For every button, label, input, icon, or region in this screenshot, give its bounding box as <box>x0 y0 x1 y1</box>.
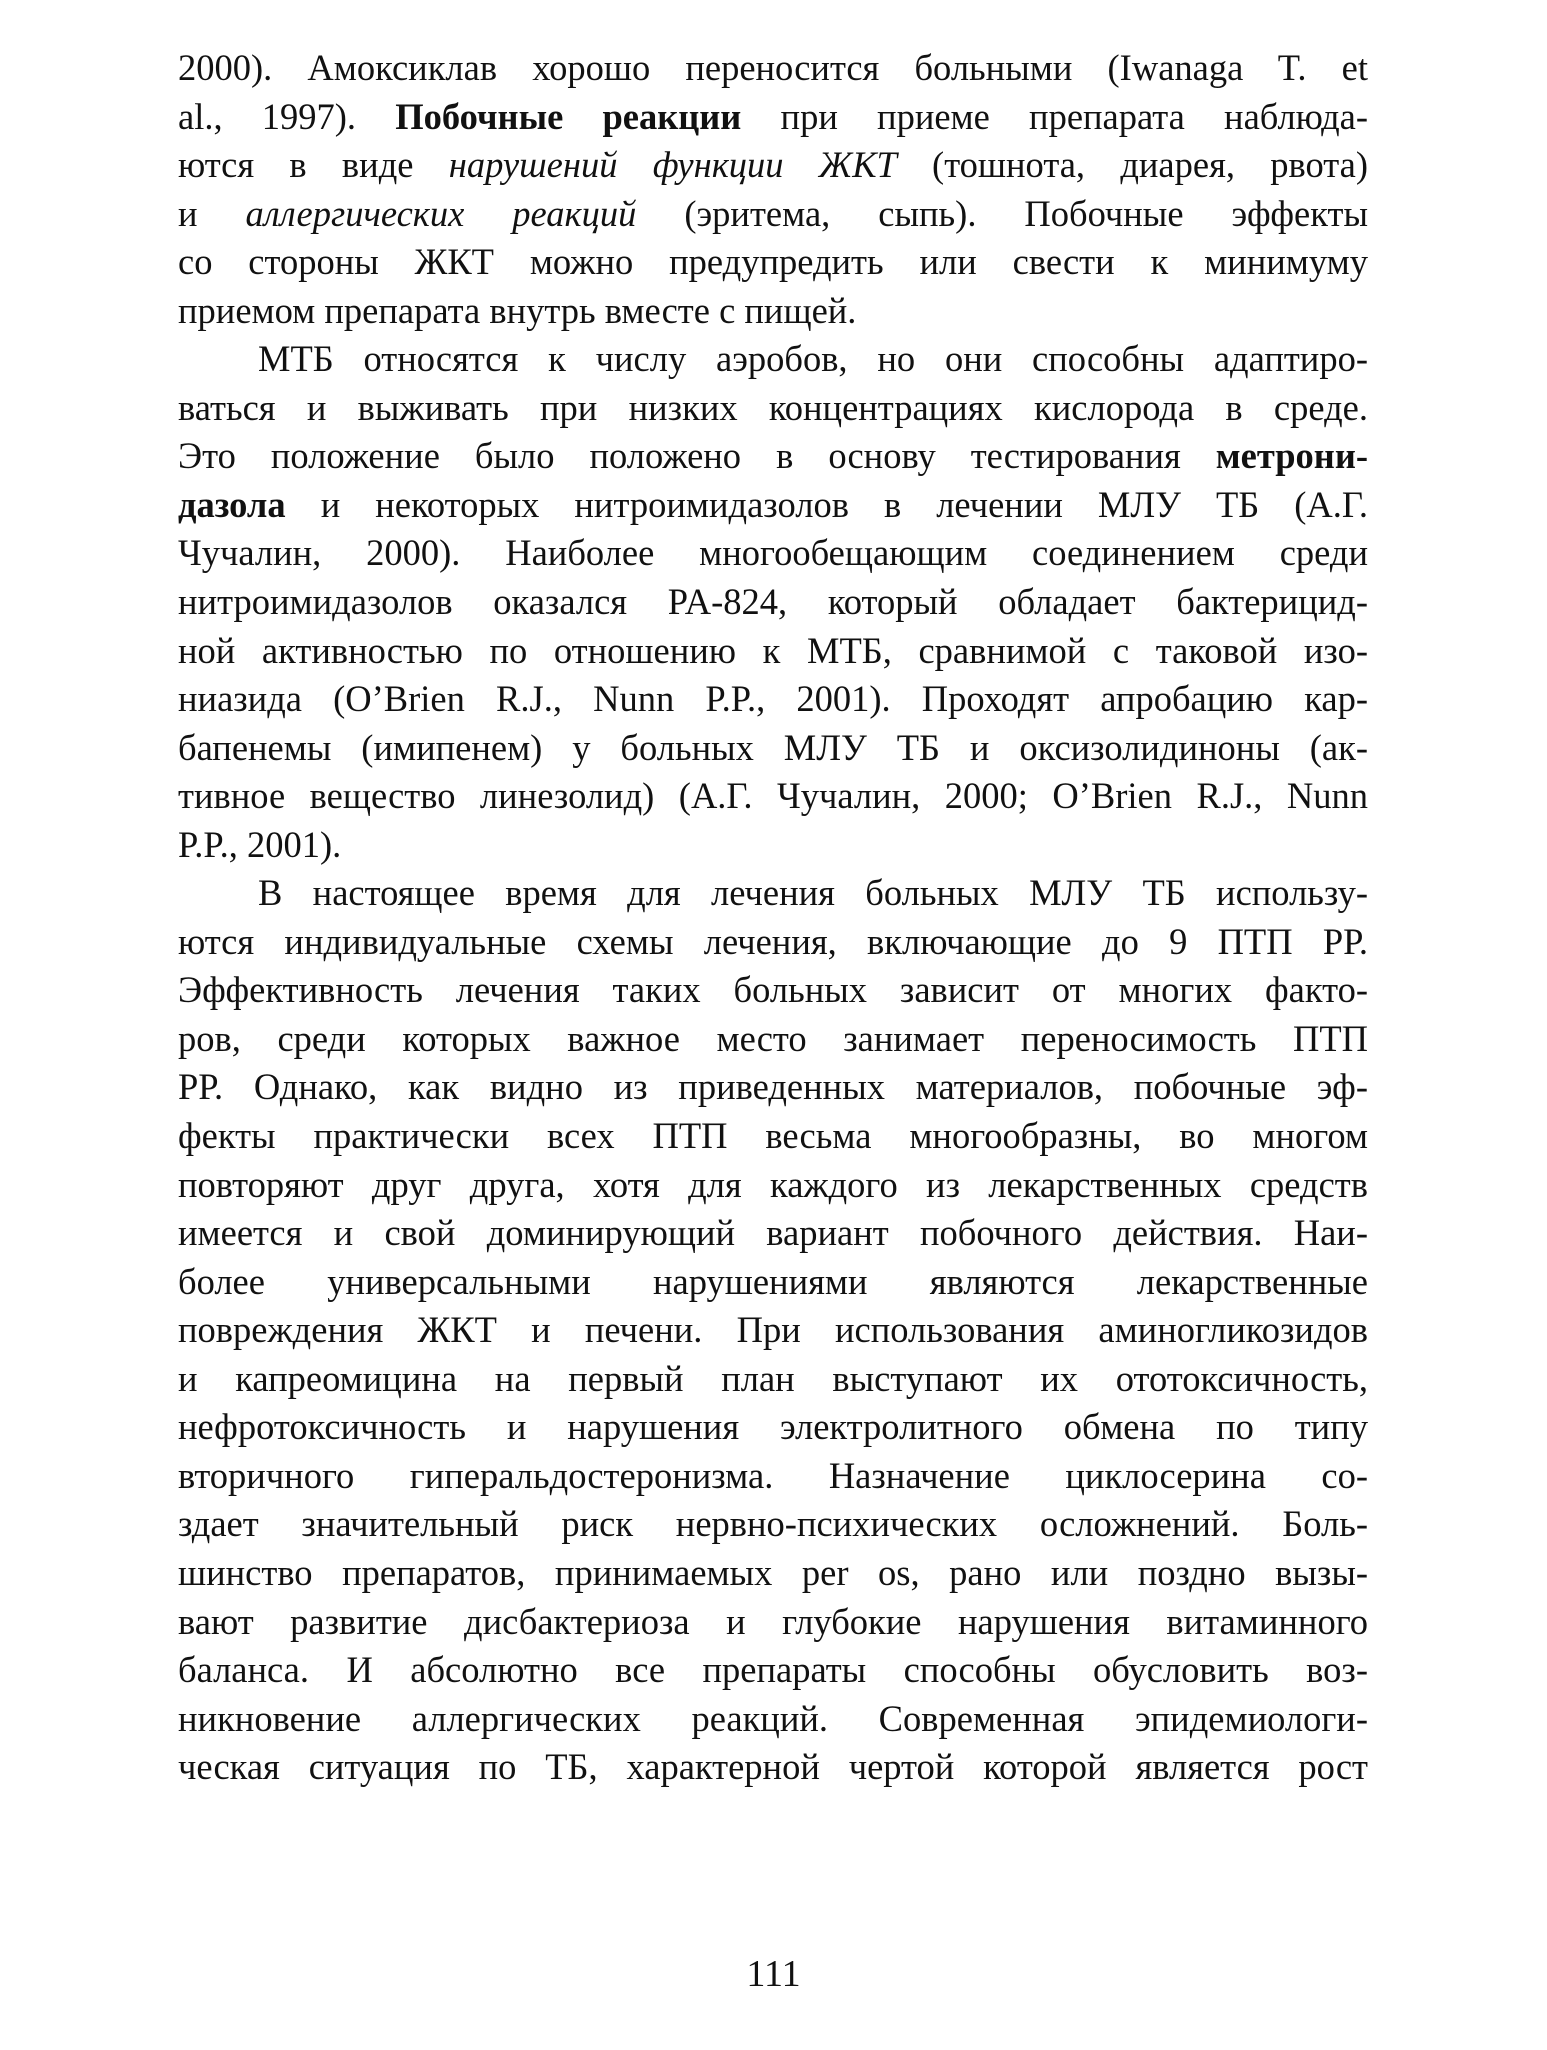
italic-text: аллергических реакций <box>245 192 637 234</box>
text-line <box>178 93 1368 142</box>
text-line <box>178 1063 1368 1112</box>
bold-text: метрони- <box>1215 435 1368 477</box>
text-run: МТБ относятся к числу аэробов, но они способны адаптиро- <box>258 338 1368 380</box>
text-run: ров, среди которых важное место занимает переносимость ПТП <box>178 1017 1368 1059</box>
text-run: нефротоксичность и нарушения электролитного обмена по типу <box>178 1406 1368 1448</box>
bold-text: Побочные реакции <box>395 95 742 137</box>
text-run: P.P., 2001). <box>178 823 342 865</box>
text-line <box>178 918 1368 967</box>
text-line <box>178 1695 1368 1744</box>
text-run: фекты практически всех ПТП весьма многообразны, во многом <box>178 1115 1368 1157</box>
paragraph <box>178 335 1368 869</box>
text-line <box>178 481 1368 530</box>
text-line <box>178 675 1368 724</box>
text-line <box>178 869 1368 918</box>
text-line <box>178 238 1368 287</box>
text-run: ниазида (O’Brien R.J., Nunn P.P., 2001). Проходят апробацию кар- <box>178 678 1368 720</box>
text-run: ются в виде <box>178 144 449 186</box>
text-line <box>178 1112 1368 1161</box>
text-line <box>178 287 1368 336</box>
text-run: (эритема, сыпь). Побочные эффекты <box>636 192 1368 234</box>
text-run: имеется и свой доминирующий вариант побочного действия. Наи- <box>178 1212 1368 1254</box>
text-run: В настоящее время для лечения больных МЛУ ТБ использу- <box>258 872 1368 914</box>
text-run: Это положение было положено в основу тестирования <box>178 435 1216 477</box>
text-run: ваться и выживать при низких концентрациях кислорода в среде. <box>178 386 1368 428</box>
text-line <box>178 724 1368 773</box>
text-run: и некоторых нитроимидазолов в лечении МЛУ ТБ (А.Г. <box>285 483 1368 525</box>
text-line <box>178 1355 1368 1404</box>
text-run: Эффективность лечения таких больных зависит от многих факто- <box>178 969 1368 1011</box>
text-line <box>178 1549 1368 1598</box>
text-run: вторичного гиперальдостеронизма. Назначение циклосерина со- <box>178 1454 1368 1496</box>
text-line <box>178 1306 1368 1355</box>
paragraph <box>178 869 1368 1791</box>
text-line <box>178 1500 1368 1549</box>
text-run: со стороны ЖКТ можно предупредить или свести к минимуму <box>178 241 1368 283</box>
text-line <box>178 529 1368 578</box>
text-run: и <box>178 192 246 234</box>
text-run: повторяют друг друга, хотя для каждого из лекарственных средств <box>178 1163 1368 1205</box>
text-run: нитроимидазолов оказался PA-824, который обладает бактерицид- <box>178 581 1368 623</box>
paragraph <box>178 44 1368 335</box>
text-run: и капреомицина на первый план выступают их ототоксичность, <box>178 1357 1368 1399</box>
text-run: ются индивидуальные схемы лечения, включающие до 9 ПТП РР. <box>178 920 1368 962</box>
text-line <box>178 821 1368 870</box>
italic-text: нарушений функции ЖКТ <box>448 144 897 186</box>
text-line <box>178 966 1368 1015</box>
page-number: 111 <box>746 1953 801 1995</box>
text-run: Чучалин, 2000). Наиболее многообещающим соединением среди <box>178 532 1368 574</box>
text-line <box>178 1258 1368 1307</box>
text-run: ческая ситуация по ТБ, характерной чертой которой является рост <box>178 1746 1368 1788</box>
text-line <box>178 772 1368 821</box>
text-line <box>178 190 1368 239</box>
text-run: шинство препаратов, принимаемых per os, рано или поздно вызы- <box>178 1551 1368 1593</box>
text-run: здает значительный риск нервно-психических осложнений. Боль- <box>178 1503 1368 1545</box>
text-line <box>178 1598 1368 1647</box>
text-line <box>178 627 1368 676</box>
text-run: 2000). Амоксиклав хорошо переносится больными (Iwanaga T. et <box>178 47 1368 88</box>
text-line <box>178 1452 1368 1501</box>
text-run: тивное вещество линезолид) (А.Г. Чучалин, 2000; O’Brien R.J., Nunn <box>178 775 1368 817</box>
text-run: баланса. И абсолютно все препараты способны обусловить воз- <box>178 1649 1368 1691</box>
text-run: никновение аллергических реакций. Современная эпидемиологи- <box>178 1697 1368 1739</box>
text-run: ной активностью по отношению к МТБ, сравнимой с таковой изо- <box>178 629 1368 671</box>
text-run: al., 1997). <box>178 95 396 137</box>
text-run: бапенемы (имипенем) у больных МЛУ ТБ и оксизолидиноны (ак- <box>178 726 1368 768</box>
bold-text: дазола <box>178 483 286 525</box>
text-run: (тошнота, диарея, рвота) <box>896 144 1368 186</box>
text-run: более универсальными нарушениями являются лекарственные <box>178 1260 1368 1302</box>
text-run: РР. Однако, как видно из приведенных материалов, побочные эф- <box>178 1066 1368 1108</box>
page-body <box>178 44 1368 1792</box>
text-line <box>178 1403 1368 1452</box>
text-line <box>178 384 1368 433</box>
text-run: вают развитие дисбактериоза и глубокие нарушения витаминного <box>178 1600 1368 1642</box>
text-line <box>178 1743 1368 1792</box>
text-line <box>178 335 1368 384</box>
text-line <box>178 432 1368 481</box>
text-line <box>178 1209 1368 1258</box>
text-line <box>178 578 1368 627</box>
text-run: повреждения ЖКТ и печени. При использования аминогликозидов <box>178 1309 1368 1351</box>
text-line <box>178 1161 1368 1210</box>
text-line <box>178 141 1368 190</box>
text-line <box>178 1646 1368 1695</box>
text-line <box>178 44 1368 93</box>
text-run: при приеме препарата наблюда- <box>741 95 1368 137</box>
text-run: приемом препарата внутрь вместе с пищей. <box>178 289 857 331</box>
text-line <box>178 1015 1368 1064</box>
